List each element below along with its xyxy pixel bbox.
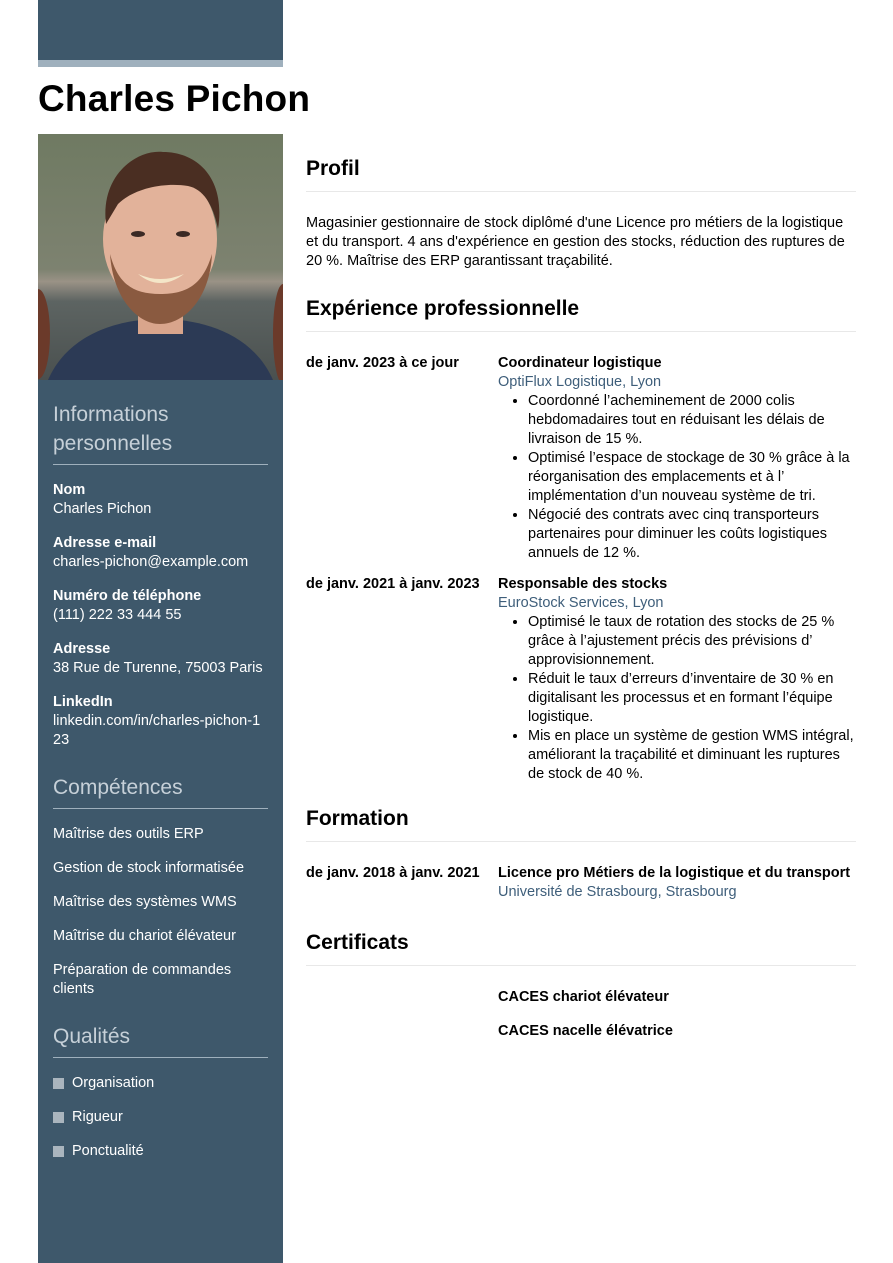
field-label: LinkedIn xyxy=(53,694,113,710)
quality-label: Rigueur xyxy=(72,1109,123,1125)
job-title: Coordinateur logistique xyxy=(498,355,662,371)
quality-item xyxy=(53,1108,268,1127)
sidebar-content xyxy=(53,400,268,1176)
profile-text: Magasinier gestionnaire de stock diplômé d'une Licence pro métiers de la logistique et du transport. 4 ans d'expérience en gestion des stocks, réduction des ruptures de 20 %. Maîtrise des ERP garantissant traçabilité. xyxy=(306,215,845,269)
experience-section xyxy=(306,294,856,784)
education-entry xyxy=(306,864,856,902)
entry-body xyxy=(498,864,856,902)
profile-photo xyxy=(38,134,283,380)
qualities-heading: Qualités xyxy=(53,1022,268,1058)
field-label: Nom xyxy=(53,482,86,498)
field-address xyxy=(53,640,268,678)
field-phone xyxy=(53,587,268,625)
profile-section xyxy=(306,154,856,271)
square-bullet-icon xyxy=(53,1112,64,1123)
experience-entry xyxy=(306,354,856,563)
skills-heading: Compétences xyxy=(53,773,268,809)
field-email xyxy=(53,534,268,572)
achievement-list xyxy=(498,613,856,784)
entry-date: de janv. 2018 à janv. 2021 xyxy=(306,865,480,881)
institution: Université de Strasbourg, Strasbourg xyxy=(498,884,737,900)
quality-item xyxy=(53,1074,268,1093)
company: EuroStock Services, Lyon xyxy=(498,595,664,611)
profile-heading: Profil xyxy=(306,154,856,192)
experience-entry xyxy=(306,575,856,784)
education-section xyxy=(306,804,856,902)
candidate-name: Charles Pichon xyxy=(38,78,311,119)
skill-item: Maîtrise des systèmes WMS xyxy=(53,894,237,910)
entry-body xyxy=(498,575,856,784)
profile-photo-image xyxy=(38,134,283,380)
skill-item: Maîtrise du chariot élévateur xyxy=(53,928,236,944)
experience-heading: Expérience professionnelle xyxy=(306,294,856,332)
achievement-item: • Réduit le taux d’erreurs d’inventaire de 30 % en digitalisant les processus et en formant l’équipe logistique. xyxy=(528,670,856,727)
quality-item xyxy=(53,1142,268,1161)
personal-info-heading: Informations personnelles xyxy=(53,400,268,465)
field-value: 38 Rue de Turenne, 75003 Paris xyxy=(53,660,263,676)
job-title: Responsable des stocks xyxy=(498,576,668,592)
field-name xyxy=(53,481,268,519)
linkedin-link[interactable]: linkedin.com/in/charles-pichon-123 xyxy=(53,713,261,748)
main-content xyxy=(306,154,856,1056)
quality-label: Organisation xyxy=(72,1075,155,1091)
achievement-item: • Optimisé l’espace de stockage de 30 % grâce à la réorganisation des emplacements et à l’ implémentation d’un nouveau système de tri. xyxy=(528,449,856,506)
field-value: Charles Pichon xyxy=(53,501,152,517)
field-value: (111) 222 33 444 55 xyxy=(53,607,182,623)
sidebar xyxy=(38,134,283,1263)
field-label: Adresse xyxy=(53,641,111,657)
field-linkedin xyxy=(53,693,268,750)
achievement-item: • Optimisé le taux de rotation des stocks de 25 % grâce à l’ajustement précis des prévisions d’ approvisionnement. xyxy=(528,613,856,670)
quality-label: Ponctualité xyxy=(72,1143,144,1159)
certificates-section xyxy=(306,928,856,1041)
skill-item: Gestion de stock informatisée xyxy=(53,860,245,876)
email-link[interactable]: charles-pichon@example.com xyxy=(53,554,249,570)
skill-item: Maîtrise des outils ERP xyxy=(53,826,204,842)
entry-date: de janv. 2023 à ce jour xyxy=(306,355,459,371)
square-bullet-icon xyxy=(53,1078,64,1089)
achievement-item: • Négocié des contrats avec cinq transporteurs partenaires pour diminuer les coûts logistiques annuels de 12 %. xyxy=(528,506,856,563)
field-label: Numéro de téléphone xyxy=(53,588,202,604)
company: OptiFlux Logistique, Lyon xyxy=(498,374,662,390)
skill-item: Préparation de commandes clients xyxy=(53,962,232,997)
certificate-item: CACES nacelle élévatrice xyxy=(498,1023,673,1039)
certificate-item: CACES chariot élévateur xyxy=(498,989,669,1005)
header-stripe xyxy=(38,60,283,67)
achievement-item: • Coordonné l’acheminement de 2000 colis hebdomadaires tout en réduisant les délais de livraison de 15 %. xyxy=(528,392,856,449)
education-heading: Formation xyxy=(306,804,856,842)
square-bullet-icon xyxy=(53,1146,64,1157)
achievement-list xyxy=(498,392,856,563)
field-label: Adresse e-mail xyxy=(53,535,157,551)
entry-body xyxy=(498,354,856,563)
degree-title: Licence pro Métiers de la logistique et du transport xyxy=(498,865,851,881)
entry-date: de janv. 2021 à janv. 2023 xyxy=(306,576,480,592)
certificates-heading: Certificats xyxy=(306,928,856,966)
achievement-item: • Mis en place un système de gestion WMS intégral, améliorant la traçabilité et diminuant les ruptures de stock de 40 %. xyxy=(528,727,856,784)
header-band xyxy=(38,0,283,60)
